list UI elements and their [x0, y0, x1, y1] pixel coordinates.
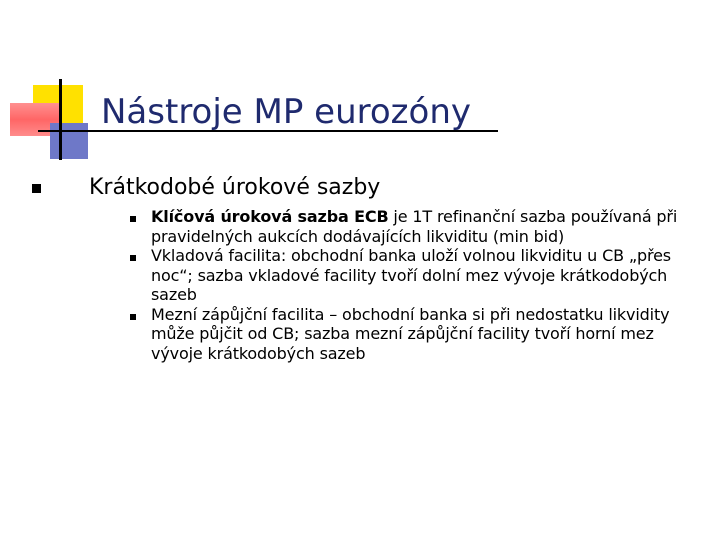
square-bullet-icon [32, 184, 41, 193]
square-bullet-icon [130, 216, 136, 222]
sub-bullet-text: Vkladová facilita: obchodní banka uloží volnou likviditu u CB „přes noc“; sazba vkladové facility tvoří dolní mez vývoje krátkodobých sazeb [151, 246, 671, 304]
sub-bullet-text: Mezní zápůjční facilita – obchodní banka si při nedostatku likvidity může půjčit od CB; sazba mezní zápůjční facility tvoří horní mez vývoje krátkodobých sazeb [151, 304, 670, 363]
title-decoration-vertical-line [59, 79, 62, 160]
sub-bullet-item [130, 207, 690, 246]
sub-bullet-text: je 1T refinanční sazba používaná při pravidelných aukcích dodávajících likviditu (min bid) [151, 207, 678, 246]
slide-title: Nástroje MP eurozóny [101, 92, 471, 132]
title-decoration-blue-square [50, 123, 88, 159]
sub-bullet-item [130, 246, 690, 305]
square-bullet-icon [130, 255, 136, 261]
key-rate-term: Klíčová úroková sazba ECB [151, 207, 389, 226]
sub-bullet-list [130, 207, 690, 363]
bullet-level1-text: Krátkodobé úrokové sazby [89, 175, 381, 200]
sub-bullet-item [130, 305, 690, 364]
square-bullet-icon [130, 314, 136, 320]
